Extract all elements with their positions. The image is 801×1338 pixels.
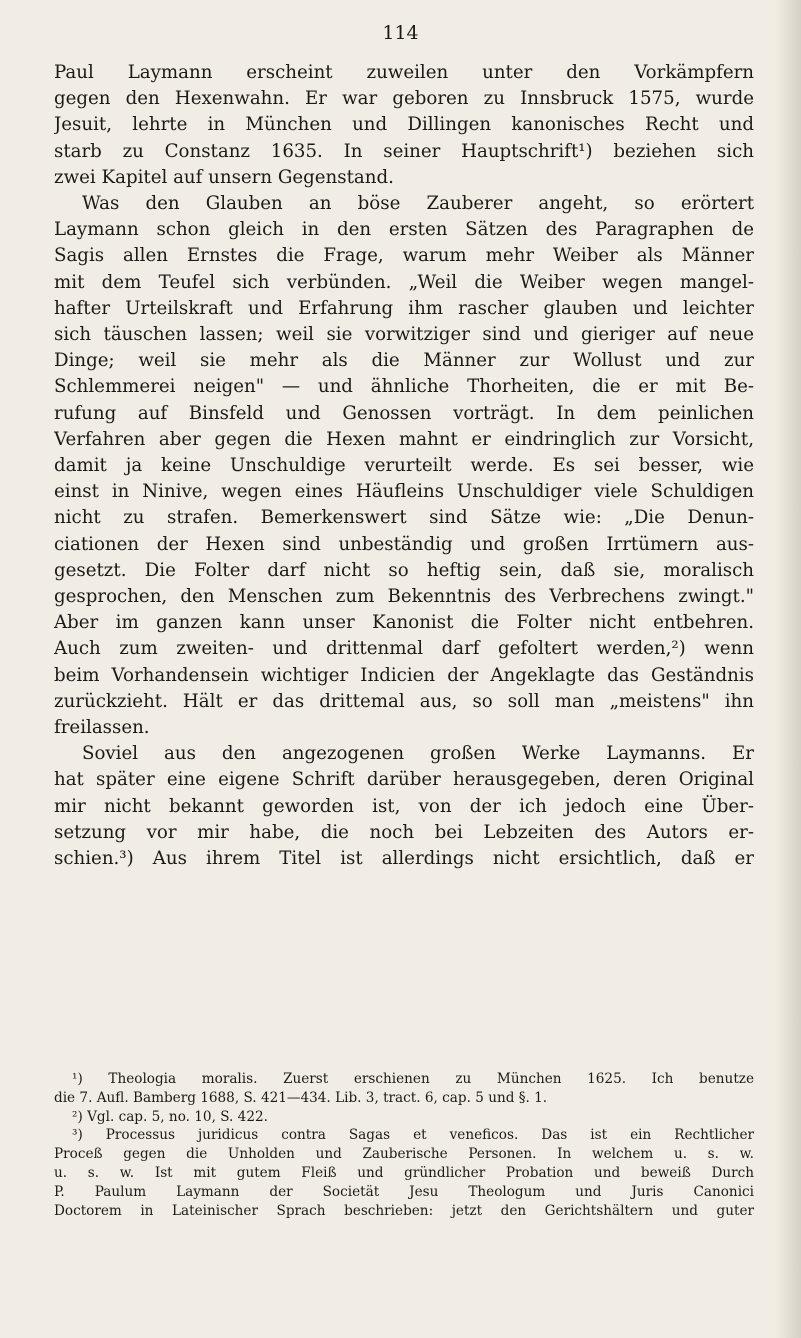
text-line: freilassen. — [54, 717, 150, 739]
text-line: Aber im ganzen kann unser Kanonist die Folter nicht entbehren. — [54, 612, 754, 634]
footnotes — [54, 1070, 754, 1220]
text-line: einst in Ninive, wegen eines Häufleins Unschuldiger viele Schuldigen — [54, 481, 754, 503]
text-line: Sagis allen Ernstes die Frage, warum mehr Weiber als Männer — [54, 245, 754, 267]
text-line: hafter Urteilskraft und Erfahrung ihm rascher glauben und leichter — [54, 297, 754, 319]
text-line: beim Vorhandensein wichtiger Indicien der Angeklagte das Geständnis — [54, 664, 754, 686]
footnote-line: u. s. w. Ist mit gutem Fleiß und gründlicher Probation und beweiß Durch — [54, 1164, 754, 1181]
text-line: gegen den Hexenwahn. Er war geboren zu Innsbruck 1575, wurde — [54, 88, 754, 110]
text-line: Schlemmerei neigen" — und ähnliche Thorheiten, die er mit Be- — [54, 376, 754, 398]
footnote-line: ¹) Theologia moralis. Zuerst erschienen zu München 1625. Ich benutze — [72, 1071, 754, 1087]
footnote-line: Doctorem in Lateinischer Sprach beschrieben: jetzt den Gerichtshältern und guter — [54, 1202, 754, 1219]
footnote — [54, 1070, 754, 1108]
text-line: mir nicht bekannt geworden ist, von der ich jedoch eine Über- — [54, 795, 754, 817]
body-text — [54, 60, 754, 872]
text-line: sich täuschen lassen; weil sie vorwitziger sind und gieriger auf neue — [54, 324, 754, 346]
text-line: Auch zum zweiten- und drittenmal darf gefoltert werden,²) wenn — [54, 638, 754, 660]
footnote — [54, 1108, 754, 1127]
text-line: schien.³) Aus ihrem Titel ist allerdings nicht ersichtlich, daß er — [54, 848, 754, 870]
footnote-line: die 7. Aufl. Bamberg 1688, S. 421—434. Lib. 3, tract. 6, cap. 5 und §. 1. — [54, 1089, 548, 1106]
footnote-line: P. Paulum Laymann der Societät Jesu Theologum und Juris Canonici — [54, 1183, 754, 1200]
footnote — [54, 1126, 754, 1220]
text-line: Laymann schon gleich in den ersten Sätzen des Paragraphen de — [54, 219, 754, 241]
text-line: zwei Kapitel auf unsern Gegenstand. — [54, 166, 394, 188]
page-edge-shadow — [775, 0, 801, 1338]
footnote-line: ²) Vgl. cap. 5, no. 10, S. 422. — [72, 1108, 268, 1125]
text-line: zurückzieht. Hält er das drittemal aus, so soll man „meistens" ihn — [54, 690, 754, 712]
text-line: Paul Laymann erscheint zuweilen unter den Vorkämpfern — [54, 62, 754, 83]
text-line: hat später eine eigene Schrift darüber herausgegeben, deren Original — [54, 769, 754, 791]
footnote-line: ³) Processus juridicus contra Sagas et veneficos. Das ist ein Rechtlicher — [72, 1127, 754, 1144]
text-line: gesprochen, den Menschen zum Bekenntnis des Verbrechens zwingt." — [54, 586, 754, 608]
text-line: ciationen der Hexen sind unbeständig und großen Irrtümern aus- — [54, 533, 754, 555]
text-line: gesetzt. Die Folter darf nicht so heftig sein, daß sie, moralisch — [54, 559, 754, 581]
footnote-line: Proceß gegen die Unholden und Zauberische Personen. In welchem u. s. w. — [54, 1146, 754, 1163]
text-line: rufung auf Binsfeld und Genossen vorträgt. In dem peinlichen — [54, 402, 754, 424]
text-line: Jesuit, lehrte in München und Dillingen kanonisches Recht und — [54, 114, 754, 136]
page-number: 114 — [382, 22, 419, 44]
text-line: Verfahren aber gegen die Hexen mahnt er eindringlich zur Vorsicht, — [54, 428, 754, 450]
text-line: damit ja keine Unschuldige verurteilt werde. Es sei besser, wie — [54, 455, 754, 477]
text-line: Soviel aus den angezogenen großen Werke Laymanns. Er — [82, 743, 754, 765]
text-line: Was den Glauben an böse Zauberer angeht, so erörtert — [82, 193, 754, 215]
text-line: starb zu Constanz 1635. In seiner Hauptschrift¹) beziehen sich — [54, 140, 754, 162]
text-line: nicht zu strafen. Bemerkenswert sind Sätze wie: „Die Denun- — [54, 507, 754, 529]
text-line: setzung vor mir habe, die noch bei Lebzeiten des Autors er- — [54, 821, 754, 843]
text-line: mit dem Teufel sich verbünden. „Weil die Weiber wegen mangel- — [54, 271, 754, 293]
text-line: Dinge; weil sie mehr als die Männer zur Wollust und zur — [54, 350, 754, 372]
